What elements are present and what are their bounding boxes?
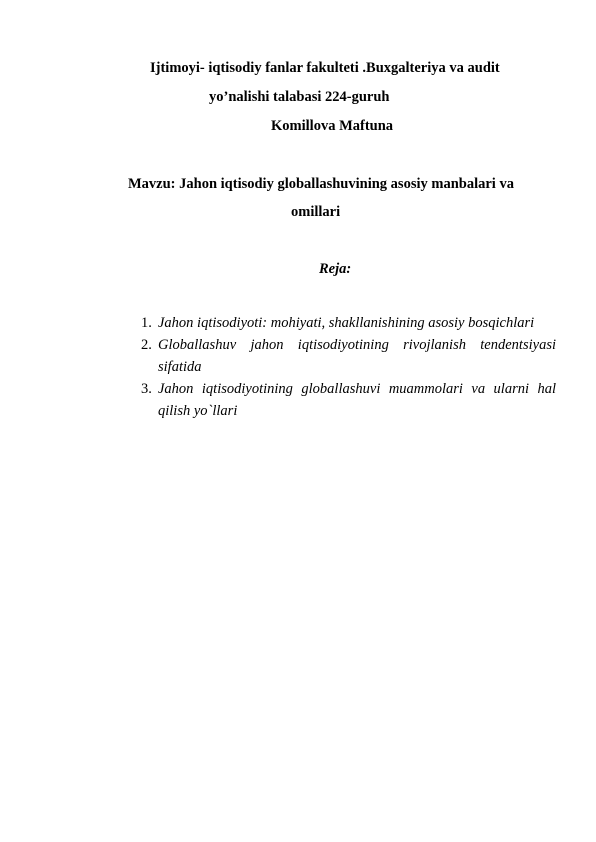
plan-item-number: 3. [141,381,152,397]
header-line-student-name: Komillova Maftuna [271,118,394,134]
header-line-faculty: Ijtimoyi- iqtisodiy fanlar fakulteti .Buxgalteriya va audit [150,60,500,76]
header-line-group: yo’nalishi talabasi 224-guruh [209,89,390,105]
plan-title: Reja: [319,261,352,277]
plan-item-text: Jahon iqtisodiyotining globallashuvi muammolari va ularni hal qilish yo`llari [158,381,556,419]
plan-list [141,312,556,422]
plan-item-number: 1. [141,315,152,331]
plan-item-3 [141,378,556,422]
topic-line-2: omillari [291,204,341,220]
plan-item-2 [141,334,556,378]
topic-line-1: Mavzu: Jahon iqtisodiy globallashuvining asosiy manbalari va [128,176,514,192]
plan-item-number: 2. [141,337,152,353]
plan-item-text: Globallashuv jahon iqtisodiyotining rivojlanish tendentsiyasi sifatida [158,337,556,375]
plan-item-text: Jahon iqtisodiyoti: mohiyati, shakllanishining asosiy bosqichlari [158,315,535,331]
plan-item-1 [141,312,556,334]
